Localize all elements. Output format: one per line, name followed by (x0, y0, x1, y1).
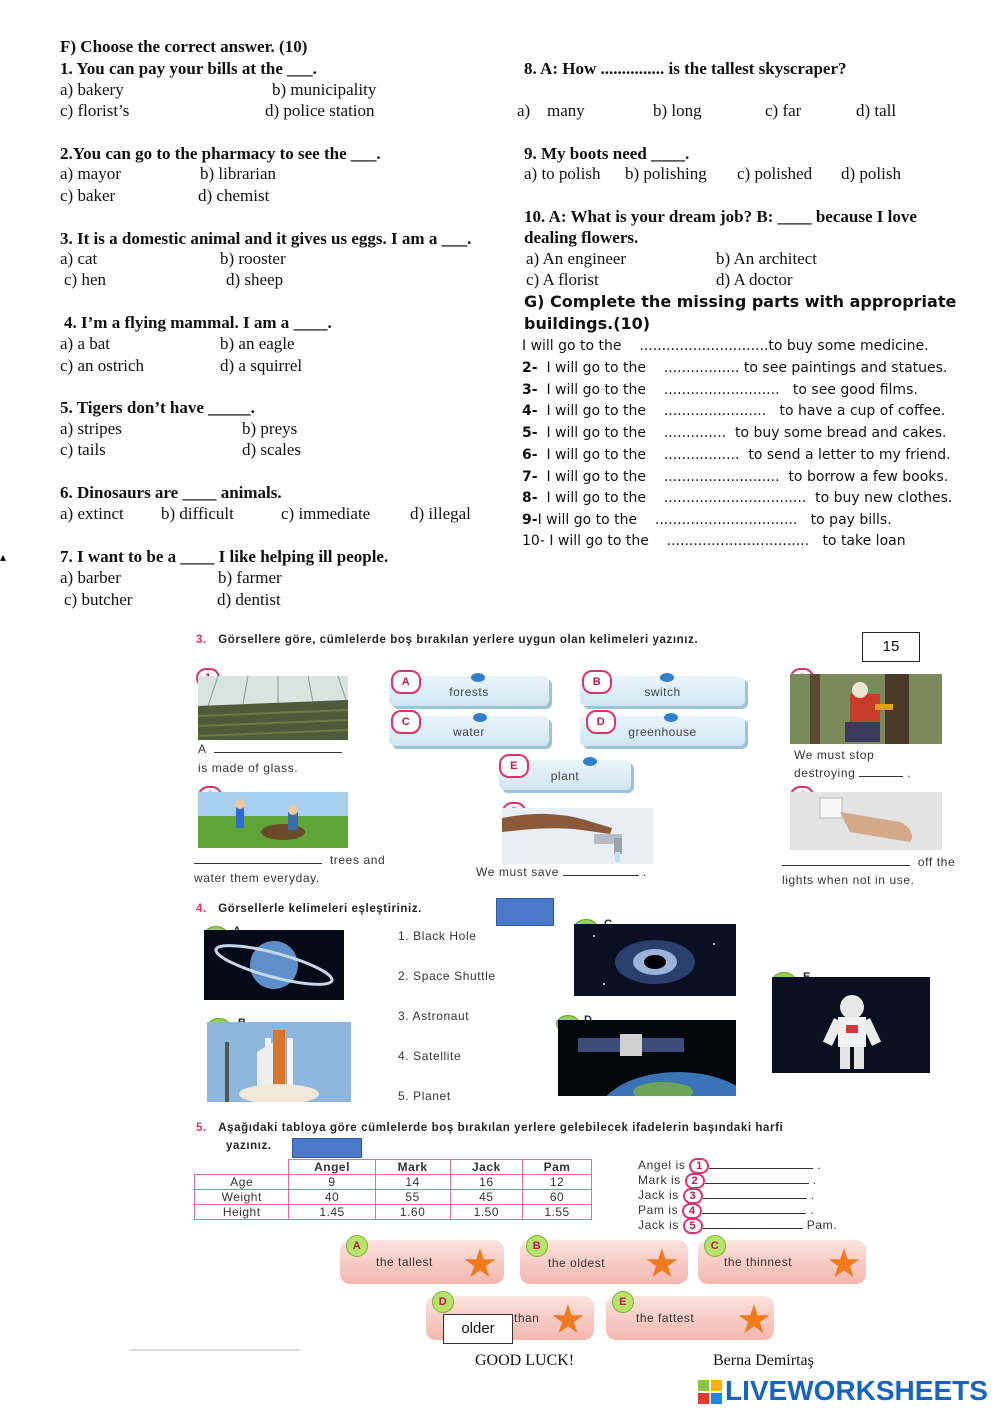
question-6: 6. Dinosaurs are ____ animals. (60, 483, 282, 502)
space-word-2: 2. Space Shuttle (398, 969, 496, 983)
tap-photo (502, 808, 654, 864)
sentence-4-blank[interactable] (702, 1213, 806, 1214)
item-1-sentence-start: A (198, 742, 342, 756)
question-1: 1. You can pay your bills at the ___. (60, 59, 317, 78)
q1-option-a: a) bakery (60, 80, 124, 99)
word-card-a: A forests (389, 676, 549, 706)
q7-option-c: c) butcher (64, 590, 133, 609)
water-drop-icon (664, 713, 678, 722)
item-3-sentence-start: We must stop (794, 748, 875, 762)
question-10-line1: 10. A: What is your dream job? B: ____ because I love (524, 207, 917, 226)
q8-option-b: b) long (653, 101, 702, 120)
item-5-blank[interactable] (563, 875, 639, 876)
g-blank-1[interactable]: ............................ (639, 338, 764, 354)
light-switch-photo (790, 792, 942, 850)
sentence-5-blank[interactable] (703, 1228, 803, 1229)
space-word-4: 4. Satellite (398, 1049, 462, 1063)
q8-option-a-letter: a) (517, 101, 531, 120)
g-line-5: 5- I will go to the .............. to buy some bread and cakes. (522, 425, 947, 441)
space-shuttle-photo (207, 1022, 351, 1102)
g-line-3: 3- I will go to the .......................... to see good films. (522, 382, 918, 398)
q6-option-b: b) difficult (161, 504, 234, 523)
g-line-9: 9-I will go to the ................................ to pay bills. (522, 512, 892, 528)
question-8: 8. A: How ............... is the tallest skyscraper? (524, 59, 847, 78)
question-4: 4. I’m a flying mammal. I am a ____. (64, 313, 332, 332)
sentence-2-blank[interactable] (705, 1183, 809, 1184)
star-icon: ★ (550, 1298, 587, 1342)
q4-option-a: a) a bat (60, 334, 111, 353)
option-card-b: B the oldest ★ (520, 1240, 688, 1284)
q5-option-c: c) tails (60, 440, 106, 459)
g-blank-8[interactable]: ................................ (663, 490, 807, 506)
sentence-2: Mark is 2 . (638, 1173, 817, 1187)
word-card-e: E plant (499, 760, 631, 790)
q1-option-d: d) police station (265, 101, 375, 120)
section-5-heading-line2: yazınız. (226, 1140, 272, 1152)
q3-option-a: a) cat (60, 249, 98, 268)
q8-option-a: many (547, 101, 585, 120)
q2-option-d: d) chemist (198, 186, 270, 205)
star-icon: ★ (462, 1242, 499, 1286)
section-4-heading: 4. Görsellerle kelimeleri eşleştiriniz. (196, 903, 422, 915)
word-card-c: C water (389, 716, 549, 746)
q3-option-d: d) sheep (226, 270, 284, 289)
q1-option-c: c) florist’s (60, 101, 130, 120)
q10-option-d: d) A doctor (716, 270, 793, 289)
g-line-8: 8- I will go to the ................................ to buy new clothes. (522, 490, 953, 506)
q9-option-c: c) polished (737, 164, 813, 183)
planting-photo (198, 792, 348, 848)
q10-option-a: a) An engineer (526, 249, 627, 268)
section-3-score-box[interactable]: 15 (862, 632, 920, 662)
word-card-d: D greenhouse (580, 716, 745, 746)
section-3-heading: 3. Görsellere göre, cümlelerde boş bırakılan yerlere uygun olan kelimeleri yazınız. (196, 634, 699, 646)
section-g-title-line1: G) Complete the missing parts with appropriate (524, 292, 957, 311)
q10-option-b: b) An architect (716, 249, 818, 268)
g-blank-4[interactable]: ....................... (663, 403, 767, 419)
q7-option-d: d) dentist (217, 590, 281, 609)
g-blank-5[interactable]: .............. (663, 425, 727, 441)
item-4-sentence-start: off the (782, 855, 955, 869)
question-2: 2.You can go to the pharmacy to see the ___. (60, 144, 381, 163)
author-name: Berna Demirtaş (713, 1352, 814, 1369)
question-7: 7. I want to be a ____ I like helping ill people. (60, 547, 389, 566)
option-card-a: A the tallest ★ (340, 1240, 504, 1284)
item-2-sentence-start: trees and (194, 853, 385, 867)
section-4-score-box[interactable] (496, 898, 554, 926)
item-1-blank[interactable] (214, 752, 342, 753)
q2-option-a: a) mayor (60, 164, 121, 183)
space-word-3: 3. Astronaut (398, 1009, 470, 1023)
sentence-3: Jack is 3 . (638, 1188, 815, 1202)
section-f-title: F) Choose the correct answer. (10) (60, 37, 308, 56)
item-1-sentence-end: is made of glass. (198, 761, 299, 775)
q7-option-a: a) barber (60, 568, 121, 587)
greenhouse-photo (198, 676, 348, 740)
table-row: Height 1.45 1.60 1.50 1.55 (195, 1205, 592, 1220)
table-row: Age 9 14 16 12 (195, 1175, 592, 1190)
astronaut-photo (772, 977, 930, 1073)
g-blank-3[interactable]: .......................... (663, 382, 780, 398)
divider (130, 1349, 300, 1351)
liveworksheets-logo-icon (698, 1380, 722, 1404)
q3-option-b: b) rooster (220, 249, 286, 268)
section-5-score-box[interactable] (292, 1138, 362, 1158)
item-5-sentence: We must save . (476, 865, 647, 879)
q9-option-d: d) polish (841, 164, 901, 183)
section-g-title-line2: buildings.(10) (524, 314, 651, 333)
table-row: Weight 40 55 45 60 (195, 1190, 592, 1205)
sentence-5: Jack is 5 Pam. (638, 1218, 838, 1232)
g-blank-2[interactable]: ................. (663, 360, 740, 376)
option-card-d: D than ★ (426, 1296, 594, 1340)
g-line-4: 4- I will go to the ....................... to have a cup of coffee. (522, 403, 946, 419)
item-2-sentence-end: water them everyday. (194, 871, 320, 885)
space-word-1: 1. Black Hole (398, 929, 477, 943)
q9-option-b: b) polishing (625, 164, 707, 183)
q3-option-c: c) hen (64, 270, 107, 289)
option-card-e: E the fattest ★ (606, 1296, 774, 1340)
margin-arrow-icon: ▴ (0, 550, 7, 564)
q9-option-a: a) to polish (524, 164, 601, 183)
q6-option-a: a) extinct (60, 504, 124, 523)
question-10-line2: dealing flowers. (524, 228, 639, 247)
q6-option-c: c) immediate (281, 504, 371, 523)
question-9: 9. My boots need ____. (524, 144, 690, 163)
q2-option-c: c) baker (60, 186, 116, 205)
sentence-1: Angel is 1 . (638, 1158, 822, 1172)
g-blank-9[interactable]: ................................ (654, 512, 798, 528)
q4-option-c: c) an ostrich (60, 356, 145, 375)
q5-option-a: a) stripes (60, 419, 122, 438)
water-drop-icon (583, 757, 597, 766)
g-line-7: 7- I will go to the .......................... to borrow a few books. (522, 469, 949, 485)
q5-option-d: d) scales (242, 440, 302, 459)
g-line-6: 6- I will go to the ................. to send a letter to my friend. (522, 447, 951, 463)
item-3-sentence-end: destroying . (794, 766, 912, 780)
sentence-4: Pam is 4 . (638, 1203, 815, 1217)
q5-option-b: b) preys (242, 419, 298, 438)
item-4-blank[interactable] (782, 865, 910, 866)
black-hole-photo (574, 924, 736, 996)
space-word-5: 5. Planet (398, 1089, 451, 1103)
g-blank-10[interactable]: ................................ (666, 533, 810, 549)
q2-option-b: b) librarian (200, 164, 276, 183)
water-drop-icon (473, 713, 487, 722)
sentence-3-blank[interactable] (703, 1198, 807, 1199)
item-4-sentence-end: lights when not in use. (782, 873, 915, 887)
logger-photo (790, 674, 942, 744)
good-luck-text: GOOD LUCK! (475, 1352, 575, 1369)
q4-option-d: d) a squirrel (220, 356, 303, 375)
q1-option-b: b) municipality (272, 80, 377, 99)
g-line-2: 2- I will go to the ................. to see paintings and statues. (522, 360, 948, 376)
water-drop-icon (660, 673, 674, 682)
g-blank-7[interactable]: .......................... (663, 469, 780, 485)
section-5-heading-line1: 5. Aşağıdaki tabloya göre cümlelerde boş bırakılan yerlere gelebilecek ifadelerin başındaki harfi (196, 1122, 784, 1134)
g-line-10: 10- I will go to the ................................ to take loan (522, 533, 906, 549)
star-icon: ★ (644, 1242, 681, 1286)
answer-d-input[interactable]: older (443, 1314, 513, 1344)
item-3-blank[interactable] (859, 776, 903, 777)
planet-photo (204, 930, 344, 1000)
question-3: 3. It is a domestic animal and it gives us eggs. I am a ___. (60, 229, 472, 248)
table-header-row: Angel Mark Jack Pam (195, 1160, 592, 1175)
water-drop-icon (471, 673, 485, 682)
liveworksheets-logo-text: LIVEWORKSHEETS (725, 1375, 988, 1406)
g-line-1: I will go to the .............................to buy some medicine. (522, 338, 929, 354)
q4-option-b: b) an eagle (220, 334, 295, 353)
satellite-photo (558, 1020, 736, 1096)
word-card-b: B switch (580, 676, 745, 706)
q10-option-c: c) A florist (526, 270, 599, 289)
q6-option-d: d) illegal (410, 504, 471, 523)
comparison-table (194, 1159, 592, 1220)
question-5: 5. Tigers don’t have _____. (60, 398, 255, 417)
g-blank-6[interactable]: ................. (663, 447, 740, 463)
q8-option-c: c) far (765, 101, 802, 120)
sentence-1-blank[interactable] (709, 1168, 813, 1169)
q8-option-d: d) tall (856, 101, 897, 120)
q7-option-b: b) farmer (218, 568, 282, 587)
option-card-c: C the thinnest ★ (698, 1240, 866, 1284)
star-icon: ★ (826, 1242, 863, 1286)
item-2-blank[interactable] (194, 863, 322, 864)
star-icon: ★ (736, 1298, 773, 1342)
